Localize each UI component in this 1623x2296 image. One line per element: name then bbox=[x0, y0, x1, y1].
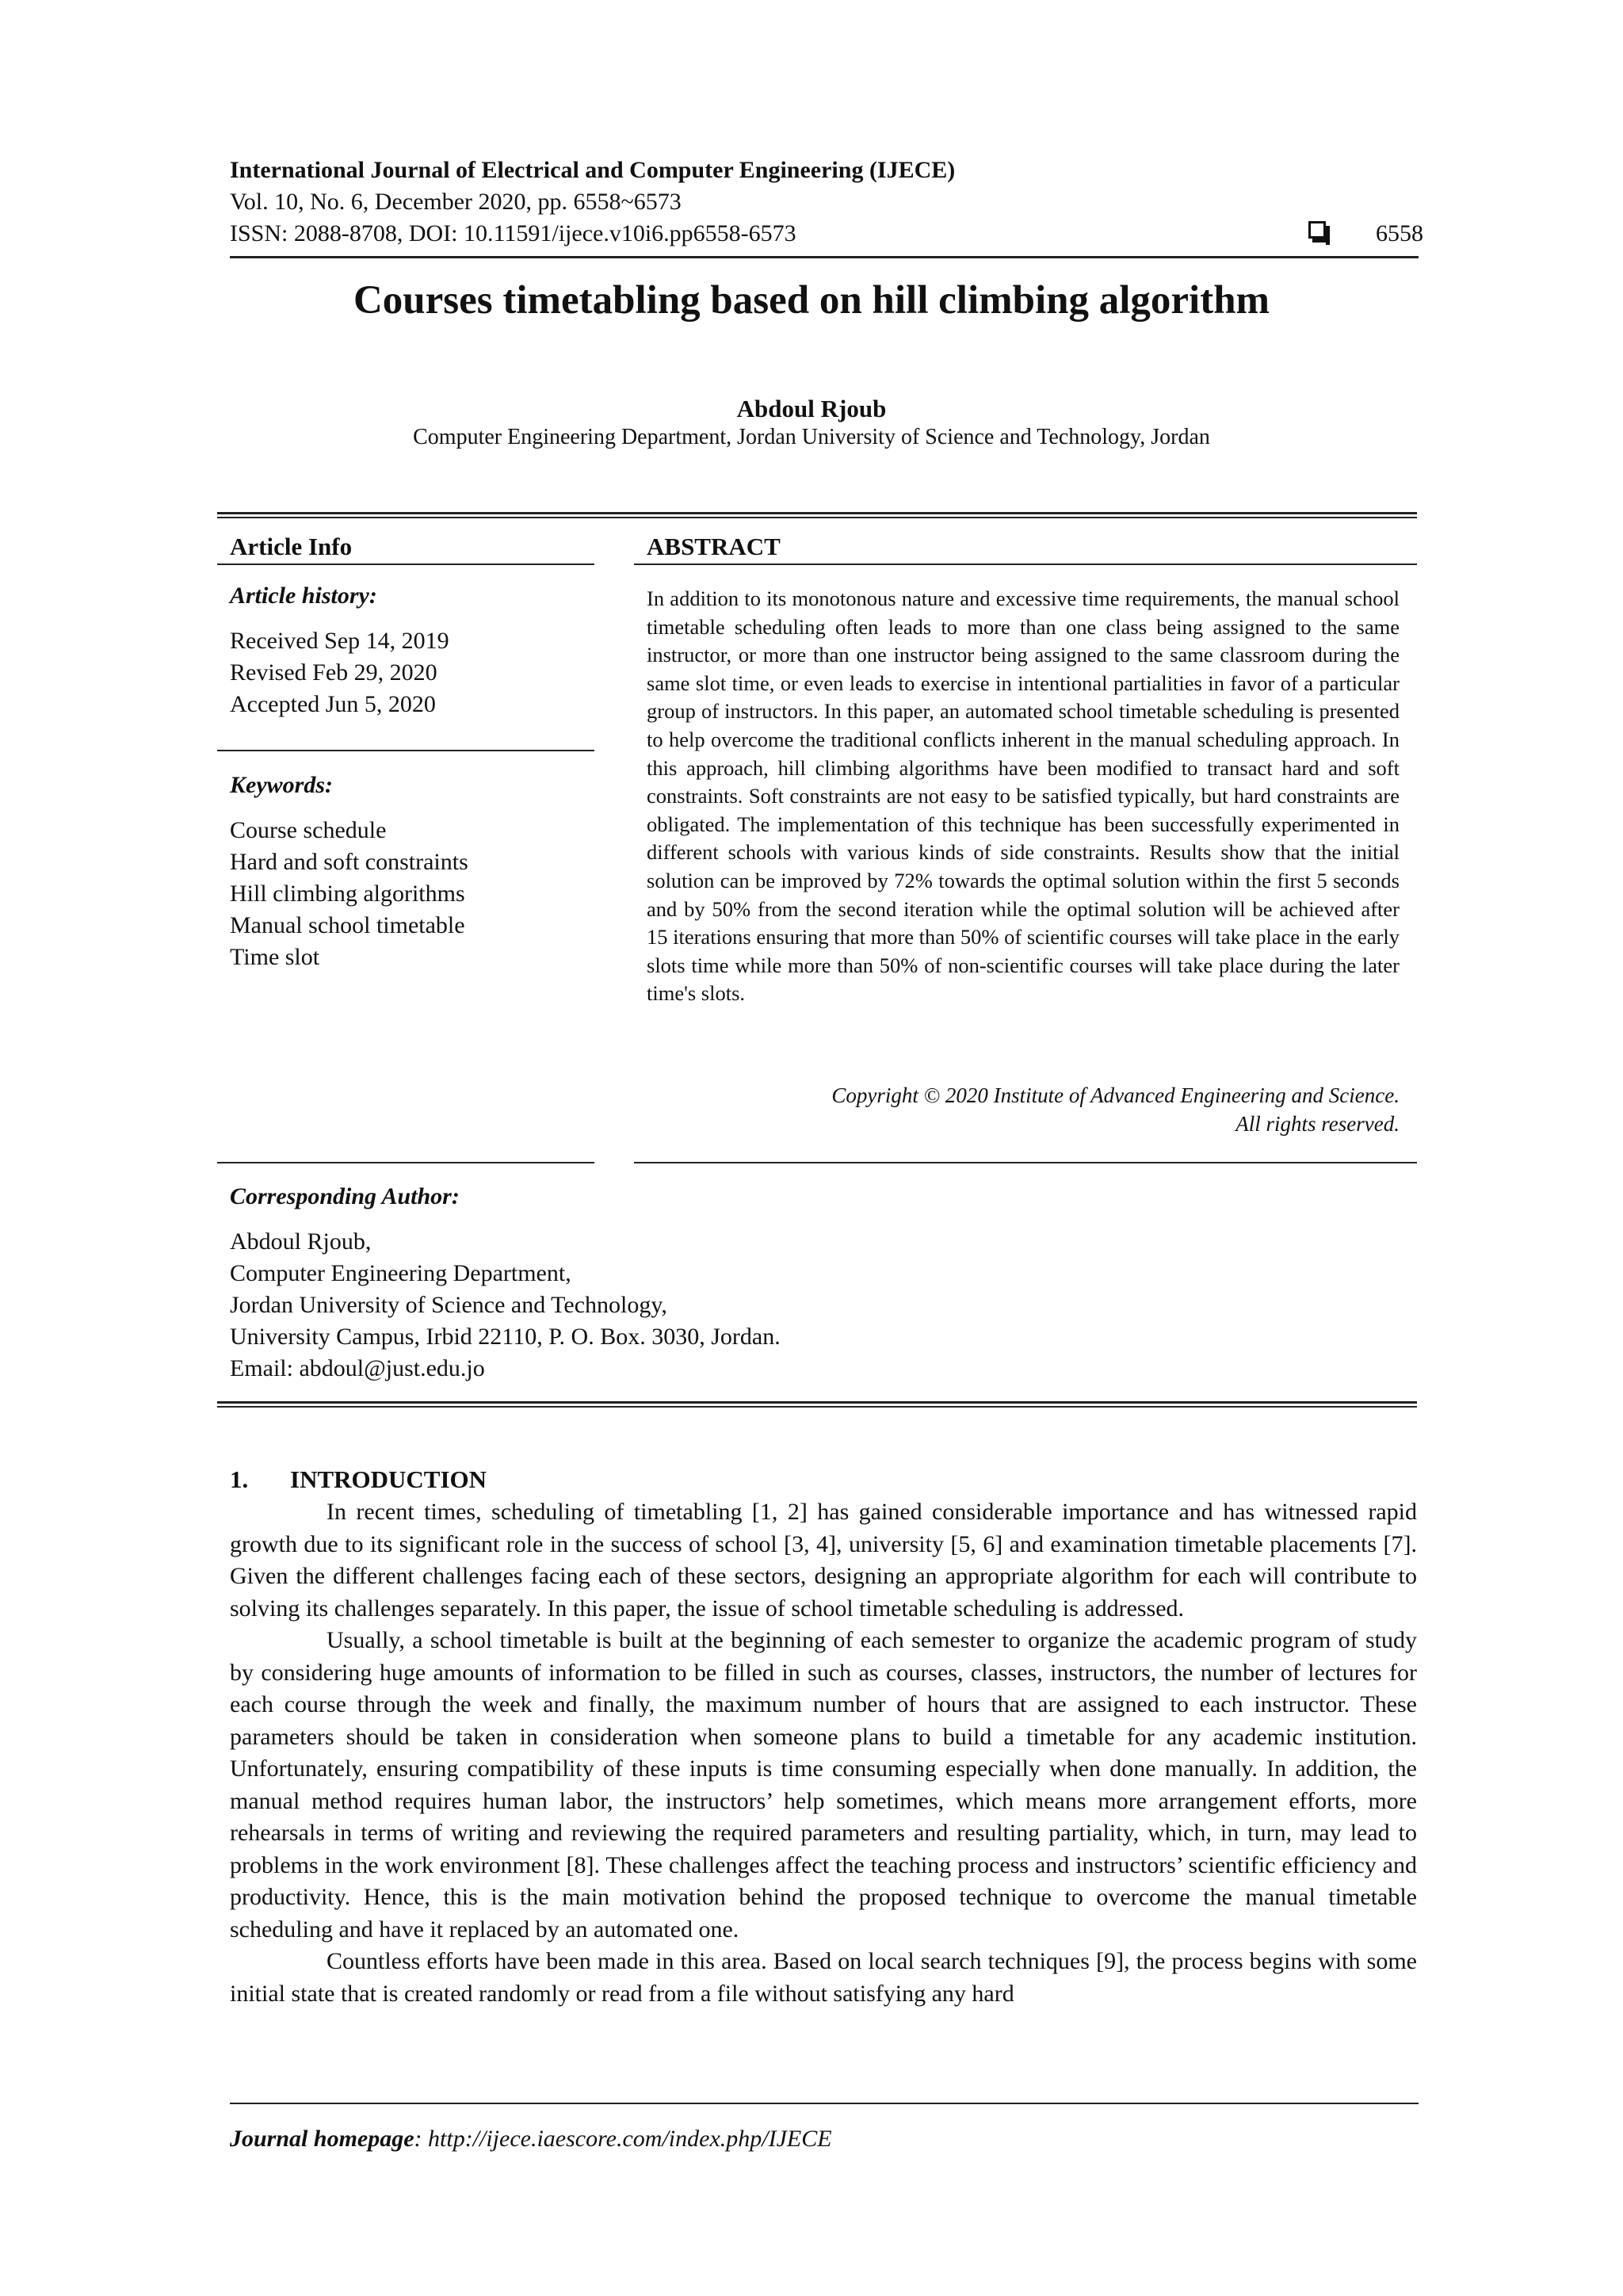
corresponding-line: University Campus, Irbid 22110, P. O. Box. 3030, Jordan. bbox=[230, 1324, 781, 1350]
author-affiliation: Computer Engineering Department, Jordan University of Science and Technology, Jordan bbox=[413, 425, 1210, 449]
rights-line: All rights reserved. bbox=[1235, 1112, 1400, 1136]
corresponding-line: Jordan University of Science and Technology, bbox=[230, 1292, 667, 1318]
accepted-date: Accepted Jun 5, 2020 bbox=[230, 691, 436, 717]
keyword-item: Hill climbing algorithms bbox=[230, 881, 465, 907]
abstract-heading: ABSTRACT bbox=[647, 533, 781, 560]
footer-label: Journal homepage bbox=[230, 2126, 414, 2152]
corresponding-line: Computer Engineering Department, bbox=[230, 1260, 571, 1286]
copyright-line: Copyright © 2020 Institute of Advanced Engineering and Science. bbox=[831, 1083, 1400, 1107]
info-box-bottom-rule-2 bbox=[217, 1406, 1417, 1408]
author-name: Abdoul Rjoub bbox=[736, 395, 887, 422]
volume-info: Vol. 10, No. 6, December 2020, pp. 6558~6573 bbox=[230, 189, 682, 215]
journal-homepage bbox=[230, 2126, 832, 2153]
corresponding-email: Email: abdoul@just.edu.jo bbox=[230, 1355, 485, 1381]
info-box-top-rule bbox=[217, 512, 1417, 514]
article-info-rule bbox=[217, 563, 594, 565]
keywords-heading: Keywords: bbox=[230, 772, 333, 798]
abstract-text: In addition to its monotonous nature and excessive time requirements, the manual school timetable scheduling often leads to more than one class being assigned to the same instructor, or more than one instructor being assigned to the same classroom during the same slot time, or even leads to exercise in intentional partialities in favor of a particular group of instructors. In this paper, an automated school timetable scheduling is presented to help overcome the traditional conflicts inherent in the manual scheduling approach. In this approach, hill climbing algorithms have been modified to transact hard and soft constraints. Soft constraints are not easy to be satisfied typically, but hard constraints are obligated. The implementation of this technique has been successfully experimented in different schools with various kinds of side constraints. Results show that the initial solution can be improved by 72% towards the optimal solution within the first 5 seconds and by 50% from the second iteration while the optimal solution will be achieved after 15 iterations ensuring that more than 50% of scientific courses will take place in the early slots time while more than 50% of non-scientific courses will take place during the later time's slots. bbox=[647, 586, 1400, 1006]
page-number: 6558 bbox=[1376, 220, 1423, 246]
article-history-heading: Article history: bbox=[230, 583, 377, 609]
keyword-item: Time slot bbox=[230, 944, 320, 970]
revised-date: Revised Feb 29, 2020 bbox=[230, 659, 437, 686]
journal-homepage-link[interactable]: : http://ijece.iaescore.com/index.php/IJECE bbox=[414, 2126, 832, 2152]
checkbox-icon bbox=[1308, 221, 1326, 239]
journal-name: International Journal of Electrical and Computer Engineering (IJECE) bbox=[230, 157, 956, 183]
section-number: 1. bbox=[230, 1465, 249, 1493]
introduction-body bbox=[230, 1496, 1417, 2010]
introduction-paragraph: In recent times, scheduling of timetabling [1, 2] has gained considerable importance and has witnessed rapid growth due to its significant role in the success of school [3, 4], university [5, 6] and examination timetable placements [7]. Given the different challenges facing each of these sectors, designing an appropriate algorithm for each will contribute to solving its challenges separately. In this paper, the issue of school timetable scheduling is addressed. bbox=[230, 1499, 1417, 1622]
introduction-heading: INTRODUCTION bbox=[290, 1465, 487, 1493]
keywords-rule bbox=[217, 750, 594, 751]
abstract-bottom-rule bbox=[634, 1162, 1417, 1163]
keyword-item: Course schedule bbox=[230, 817, 387, 843]
abstract-rule bbox=[634, 563, 1417, 565]
footer-rule bbox=[230, 2103, 1419, 2104]
info-box-bottom-rule bbox=[217, 1401, 1417, 1404]
keyword-item: Manual school timetable bbox=[230, 912, 465, 938]
corresponding-line: Abdoul Rjoub, bbox=[230, 1228, 372, 1255]
corresponding-author-heading: Corresponding Author: bbox=[230, 1183, 460, 1209]
paper-title: Courses timetabling based on hill climbing algorithm bbox=[353, 278, 1270, 323]
issn-doi: ISSN: 2088-8708, DOI: 10.11591/ijece.v10i6.pp6558-6573 bbox=[230, 220, 796, 246]
received-date: Received Sep 14, 2019 bbox=[230, 628, 449, 654]
keyword-item: Hard and soft constraints bbox=[230, 849, 468, 875]
article-info-heading: Article Info bbox=[230, 533, 353, 560]
header-rule bbox=[230, 256, 1419, 258]
info-box-top-rule-2 bbox=[217, 517, 1417, 518]
introduction-paragraph: Countless efforts have been made in this area. Based on local search techniques [9], the process begins with some initial state that is created randomly or read from a file without satisfying any hard bbox=[230, 1948, 1417, 2007]
article-info-bottom-rule bbox=[217, 1162, 594, 1163]
introduction-paragraph: Usually, a school timetable is built at the beginning of each semester to organize the academic program of study by considering huge amounts of information to be filled in such as courses, classes, instructors, the number of lectures for each course through the week and finally, the maximum number of hours that are assigned to each instructor. These parameters should be taken in consideration when someone plans to build a timetable for any academic institution. Unfortunately, ensuring compatibility of these inputs is time consuming especially when done manually. In addition, the manual method requires human labor, the instructors’ help sometimes, which means more arrangement efforts, more rehearsals in terms of writing and reviewing the required parameters and resulting partiality, which, in turn, may lead to problems in the work environment [8]. These challenges affect the teaching process and instructors’ scientific efficiency and productivity. Hence, this is the main motivation behind the proposed technique to overcome the manual timetable scheduling and have it replaced by an automated one. bbox=[230, 1627, 1417, 1943]
